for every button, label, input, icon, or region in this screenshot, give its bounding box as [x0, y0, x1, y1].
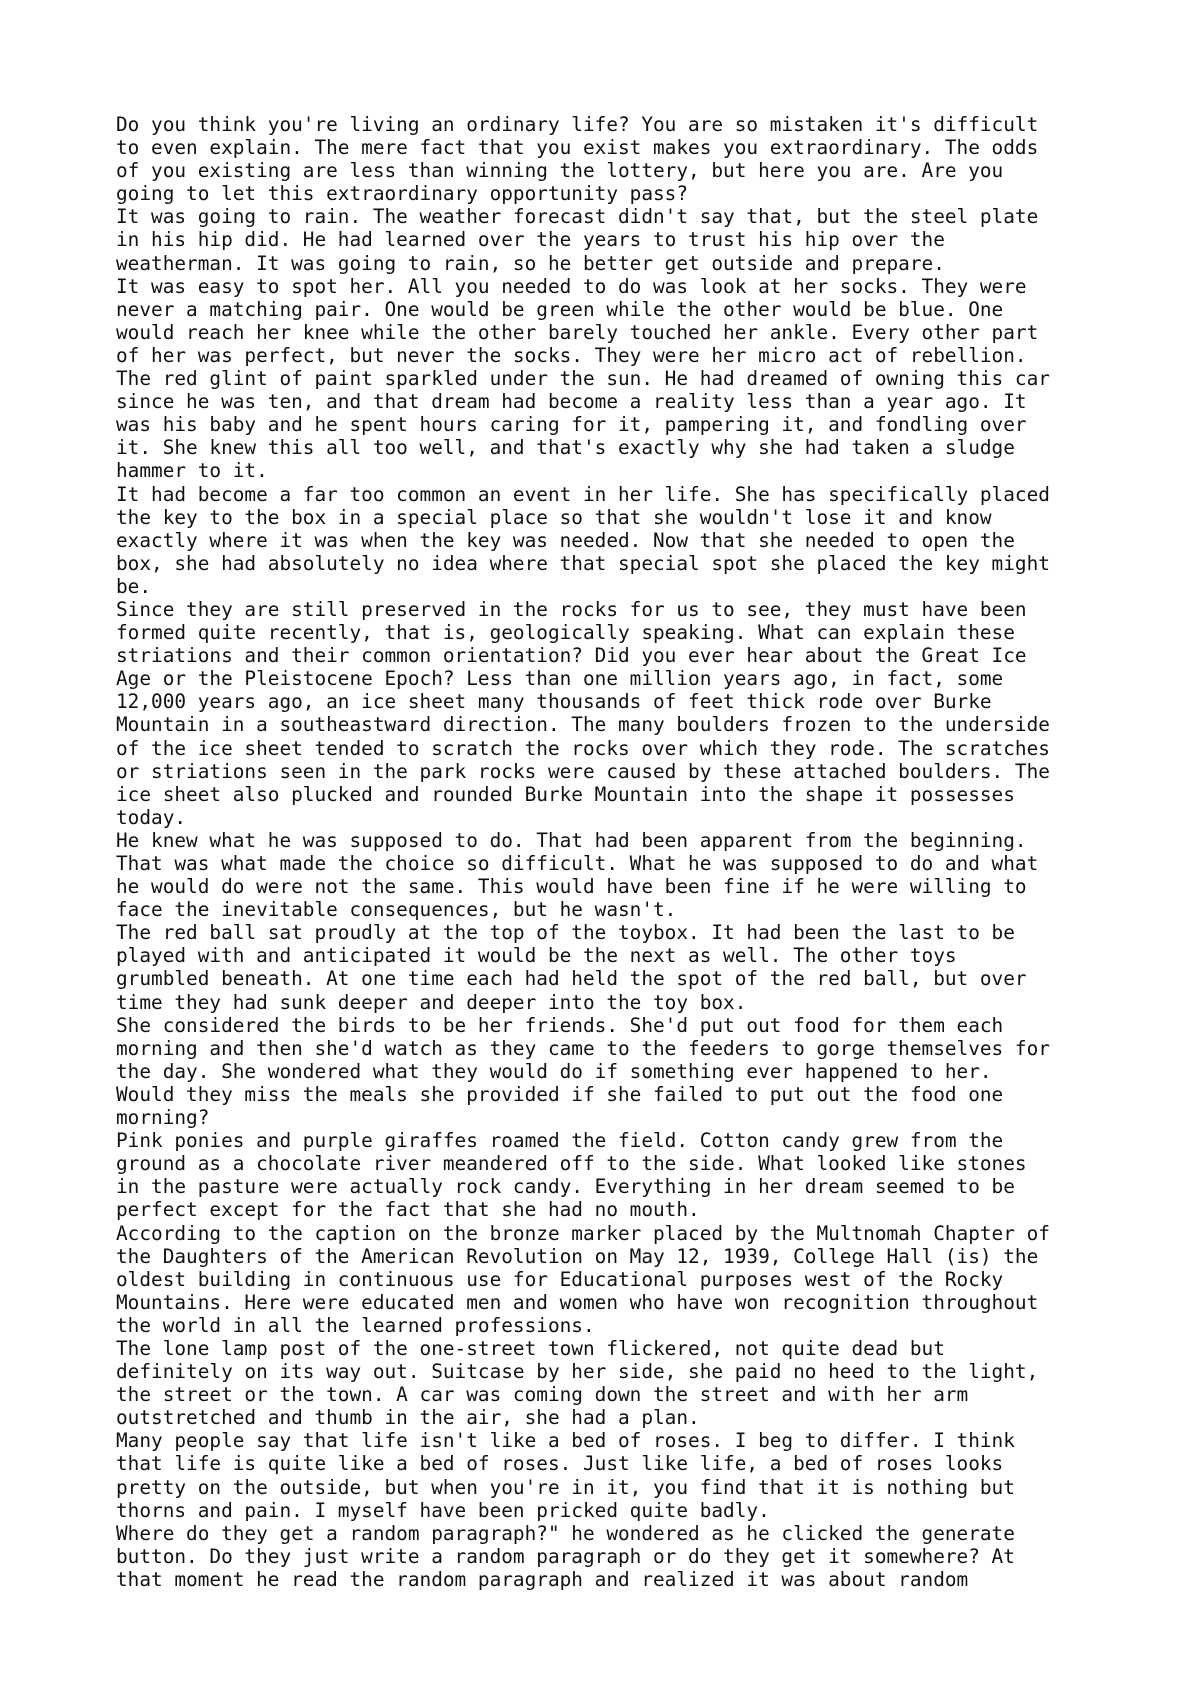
text-line: morning? — [116, 1106, 210, 1130]
text-line: in his hip did. He had learned over the years to trust his hip over the — [116, 228, 945, 252]
text-line: be. — [116, 574, 152, 598]
text-line: ground as a chocolate river meandered off to the side. What looked like stones — [116, 1152, 1027, 1176]
text-line: face the inevitable consequences, but he wasn't. — [116, 898, 677, 922]
document-body-text — [116, 113, 1116, 1591]
text-line: it. She knew this all too well, and that's exactly why she had taken a sludge — [116, 436, 1015, 460]
text-line: the day. She wondered what they would do if something ever happened to her. — [116, 1059, 992, 1083]
text-line: grumbled beneath. At one time each had held the spot of the red ball, but over — [116, 967, 1027, 991]
text-line: Many people say that life isn't like a bed of roses. I beg to differ. I think — [116, 1429, 1015, 1453]
text-line: the street or the town. A car was coming down the street and with her arm — [116, 1383, 969, 1407]
text-line: today. — [116, 805, 187, 829]
text-line: Pink ponies and purple giraffes roamed the field. Cotton candy grew from the — [116, 1129, 1004, 1153]
text-line: of the ice sheet tended to scratch the rocks over which they rode. The scratches — [116, 736, 1050, 760]
text-line: time they had sunk deeper and deeper into the toy box. — [116, 990, 747, 1014]
text-line: of you existing are less than winning the lottery, but here you are. Are you — [116, 159, 1004, 183]
text-line: formed quite recently, that is, geologically speaking. What can explain these — [116, 621, 1015, 645]
text-line: the key to the box in a special place so that she wouldn't lose it and know — [116, 505, 992, 529]
text-line: Age or the Pleistocene Epoch? Less than one million years ago, in fact, some — [116, 667, 1004, 691]
text-line: Since they are still preserved in the rocks for us to see, they must have been — [116, 597, 1027, 621]
text-line: thorns and pain. I myself have been pricked quite badly. — [116, 1498, 770, 1522]
text-line: The lone lamp post of the one-street town flickered, not quite dead but — [116, 1336, 945, 1360]
text-line: oldest building in continuous use for Educational purposes west of the Rocky — [116, 1267, 1004, 1291]
text-line: that life is quite like a bed of roses. Just like life, a bed of roses looks — [116, 1452, 1004, 1476]
text-line: Mountains. Here were educated men and women who have won recognition throughout — [116, 1290, 1039, 1314]
text-line: The red glint of paint sparkled under the sun. He had dreamed of owning this car — [116, 367, 1050, 391]
text-line: definitely on its way out. Suitcase by her side, she paid no heed to the light, — [116, 1360, 1039, 1384]
text-line: pretty on the outside, but when you're in it, you find that it is nothing but — [116, 1475, 1015, 1499]
text-line: According to the caption on the bronze marker placed by the Multnomah Chapter of — [116, 1221, 1050, 1245]
text-line: That was what made the choice so difficult. What he was supposed to do and what — [116, 852, 1039, 875]
text-line: Would they miss the meals she provided if she failed to put out the food one — [116, 1082, 1004, 1106]
text-line: since he was ten, and that dream had become a reality less than a year ago. It — [116, 390, 1027, 414]
text-line: morning and then she'd watch as they came to the feeders to gorge themselves for — [116, 1036, 1050, 1060]
text-line: to even explain. The mere fact that you exist makes you extraordinary. The odds — [116, 136, 1039, 160]
text-line: The red ball sat proudly at the top of the toybox. It had been the last to be — [116, 921, 1015, 945]
text-line: never a matching pair. One would be green while the other would be blue. One — [116, 297, 1004, 321]
text-line: perfect except for the fact that she had no mouth. — [116, 1198, 700, 1222]
text-line: Mountain in a southeastward direction. The many boulders frozen to the underside — [116, 713, 1050, 737]
text-line: played with and anticipated it would be the next as well. The other toys — [116, 944, 957, 968]
text-line: exactly where it was when the key was needed. Now that she needed to open the — [116, 528, 1015, 552]
text-line: in the pasture were actually rock candy. Everything in her dream seemed to be — [116, 1175, 1015, 1199]
text-line: It was easy to spot her. All you needed to do was look at her socks. They were — [116, 274, 1027, 298]
text-line: that moment he read the random paragraph and realized it was about random — [116, 1567, 969, 1591]
text-line: outstretched and thumb in the air, she had a plan. — [116, 1406, 700, 1430]
text-line: going to let this extraordinary opportunity pass? — [116, 182, 689, 206]
text-line: weatherman. It was going to rain, so he better get outside and prepare. — [116, 251, 945, 275]
text-line: Where do they get a random paragraph?" he wondered as he clicked the generate — [116, 1521, 1015, 1545]
text-line: She considered the birds to be her friends. She'd put out food for them each — [116, 1013, 1004, 1037]
text-line: box, she had absolutely no idea where that special spot she placed the key might — [116, 551, 1050, 575]
text-line: of her was perfect, but never the socks. They were her micro act of rebellion. — [116, 343, 1027, 367]
text-line: Do you think you're living an ordinary life? You are so mistaken it's difficult — [116, 113, 1039, 136]
text-line: ice sheet also plucked and rounded Burke Mountain into the shape it possesses — [116, 782, 1015, 806]
text-line: He knew what he was supposed to do. That had been apparent from the beginning. — [116, 828, 1027, 852]
text-line: the Daughters of the American Revolution on May 12, 1939, College Hall (is) the — [116, 1244, 1039, 1268]
text-line: or striations seen in the park rocks were caused by these attached boulders. The — [116, 759, 1050, 783]
text-line: was his baby and he spent hours caring for it, pampering it, and fondling over — [116, 413, 1027, 437]
text-line: button. Do they just write a random paragraph or do they get it somewhere? At — [116, 1544, 1015, 1568]
text-line: the world in all the learned professions. — [116, 1313, 595, 1337]
text-line: It was going to rain. The weather forecast didn't say that, but the steel plate — [116, 205, 1039, 229]
text-line: 12,000 years ago, an ice sheet many thousands of feet thick rode over Burke — [116, 690, 992, 714]
text-line: striations and their common orientation? Did you ever hear about the Great Ice — [116, 644, 1027, 668]
text-line: would reach her knee while the other barely touched her ankle. Every other part — [116, 320, 1039, 344]
text-line: he would do were not the same. This would have been fine if he were willing to — [116, 875, 1027, 899]
text-line: It had become a far too common an event in her life. She has specifically placed — [116, 482, 1050, 506]
text-line: hammer to it. — [116, 459, 268, 483]
